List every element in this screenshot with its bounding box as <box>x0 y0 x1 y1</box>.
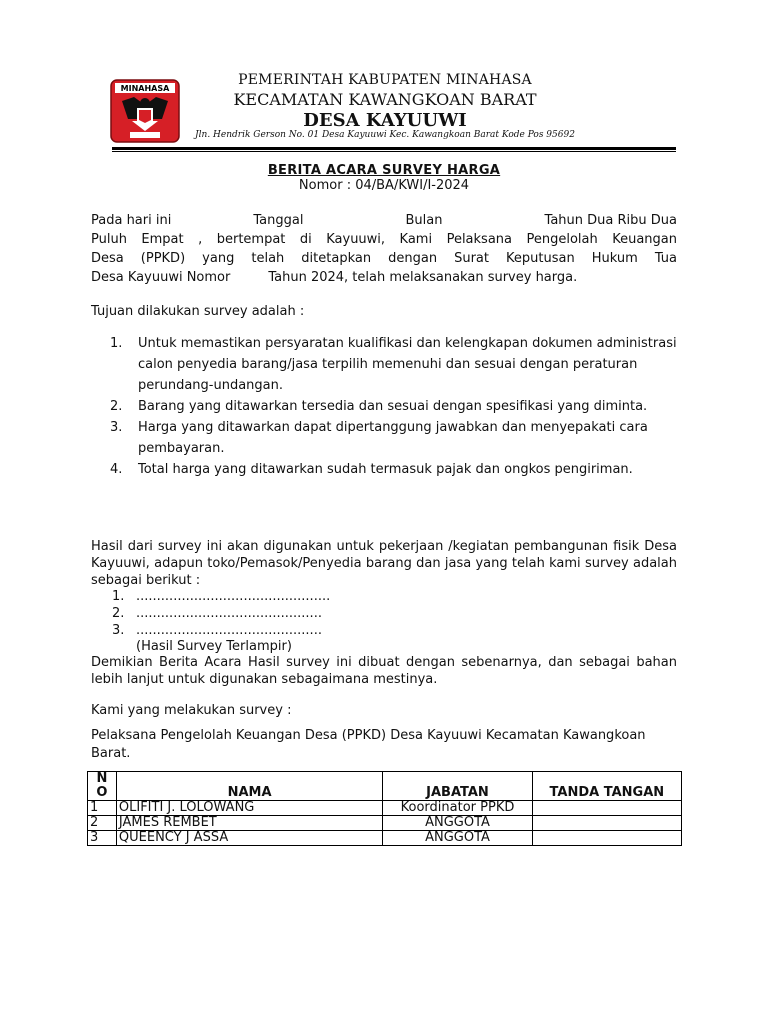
logo-label: MINAHASA <box>120 84 170 93</box>
cell-position: Koordinator PPKD <box>383 801 532 816</box>
cell-no: 1 <box>88 801 117 816</box>
opening-paragraph <box>91 211 677 287</box>
opening-line-1 <box>91 211 677 230</box>
list-number: 3. <box>110 420 123 435</box>
table-row <box>88 801 682 816</box>
team-paragraph: Pelaksana Pengelolah Keuangan Desa (PPKD) Desa Kayuuwi Kecamatan Kawangkoan Barat. <box>91 728 646 761</box>
table-row <box>88 831 682 846</box>
surveyors-intro: Kami yang melakukan survey : <box>91 703 292 718</box>
list-text: Barang yang ditawarkan tersedia dan sesuai dengan spesifikasi yang diminta. <box>138 399 648 414</box>
opening-line-4a: Desa Kayuuwi Nomor <box>91 270 231 285</box>
list-text: Untuk memastikan persyaratan kualifikasi dan kelengkapan dokumen administrasi calon penyedia barang/jasa terpilih memenuhi dan sesuai dengan peraturan perundang-undangan. <box>138 336 677 393</box>
opening-word-month: Bulan <box>405 213 443 228</box>
list-text: ............................................. <box>136 623 322 638</box>
minahasa-emblem-logo <box>110 79 180 143</box>
list-text: Total harga yang ditawarkan sudah termasuk pajak dan ongkos pengiriman. <box>138 462 633 477</box>
cell-no: 3 <box>88 831 117 846</box>
cell-signature <box>532 801 681 816</box>
header-position: JABATAN <box>383 772 532 801</box>
opening-word-day: Pada hari ini <box>91 213 172 228</box>
opening-line-3: Desa (PPKD) yang telah ditetapkan dengan Surat Keputusan Hukum Tua <box>91 251 677 266</box>
cell-no: 2 <box>88 816 117 831</box>
letterhead-government: PEMERINTAH KABUPATEN MINAHASA <box>238 72 532 88</box>
document-number: Nomor : 04/BA/KWI/I-2024 <box>298 178 470 193</box>
opening-word-date: Tanggal <box>253 213 304 228</box>
cell-position: ANGGOTA <box>383 831 532 846</box>
opening-line-4b: Tahun 2024, telah melaksanakan survey harga. <box>268 270 578 285</box>
letterhead-address: Jln. Hendrik Gerson No. 01 Desa Kayuuwi Kec. Kawangkoan Barat Kode Pos 95692 <box>195 130 575 140</box>
list-number: 4. <box>110 462 123 477</box>
list-text: Harga yang ditawarkan dapat dipertanggung jawabkan dan menyepakati cara pembayaran. <box>138 420 648 456</box>
letterhead-district: KECAMATAN KAWANGKOAN BARAT <box>233 90 537 109</box>
list-item <box>110 396 680 417</box>
list-number: 3. <box>112 623 125 638</box>
list-item <box>110 333 680 396</box>
purpose-intro: Tujuan dilakukan survey adalah : <box>91 304 305 319</box>
cell-name: OLIFITI J. LOLOWANG <box>116 801 382 816</box>
list-item <box>110 417 680 459</box>
attachment-note: (Hasil Survey Terlampir) <box>136 639 292 654</box>
header-no: N O <box>88 772 117 801</box>
document-title: BERITA ACARA SURVEY HARGA <box>267 163 501 178</box>
opening-line-2: Puluh Empat , bertempat di Kayuuwi, Kami Pelaksana Pengelolah Keuangan <box>91 232 677 247</box>
cell-signature <box>532 831 681 846</box>
purpose-list <box>110 333 680 480</box>
header-signature: TANDA TANGAN <box>532 772 681 801</box>
vendor-blank-list <box>112 588 612 639</box>
signature-table <box>87 771 682 846</box>
list-number: 2. <box>110 399 123 414</box>
list-item <box>110 459 680 480</box>
cell-position: ANGGOTA <box>383 816 532 831</box>
list-number: 1. <box>112 589 125 604</box>
header-name: NAMA <box>116 772 382 801</box>
opening-word-year: Tahun Dua Ribu Dua <box>544 213 677 228</box>
closing-paragraph: Demikian Berita Acara Hasil survey ini dibuat dengan sebenarnya, dan sebagai bahan lebih lanjut untuk digunakan sebagaimana mestinya. <box>91 655 677 687</box>
letterhead-village: DESA KAYUUWI <box>303 110 467 131</box>
opening-line-4 <box>91 268 677 287</box>
table-row <box>88 816 682 831</box>
letterhead-rule-thick <box>112 147 676 150</box>
list-item <box>112 605 612 622</box>
table-header-row <box>88 772 682 801</box>
list-item <box>112 588 612 605</box>
list-number: 2. <box>112 606 125 621</box>
list-text: ............................................... <box>136 589 331 604</box>
letterhead-rule-thin <box>112 151 676 152</box>
cell-name: JAMES REMBET <box>116 816 382 831</box>
list-number: 1. <box>110 336 123 351</box>
list-text: ............................................. <box>136 606 322 621</box>
cell-name: QUEENCY J ASSA <box>116 831 382 846</box>
cell-signature <box>532 816 681 831</box>
results-paragraph: Hasil dari survey ini akan digunakan untuk pekerjaan /kegiatan pembangunan fisik Desa Kayuuwi, adapun toko/Pemasok/Penyedia barang dan jasa yang telah kami survey adalah sebagai berikut : <box>91 539 677 588</box>
list-item <box>112 622 612 639</box>
